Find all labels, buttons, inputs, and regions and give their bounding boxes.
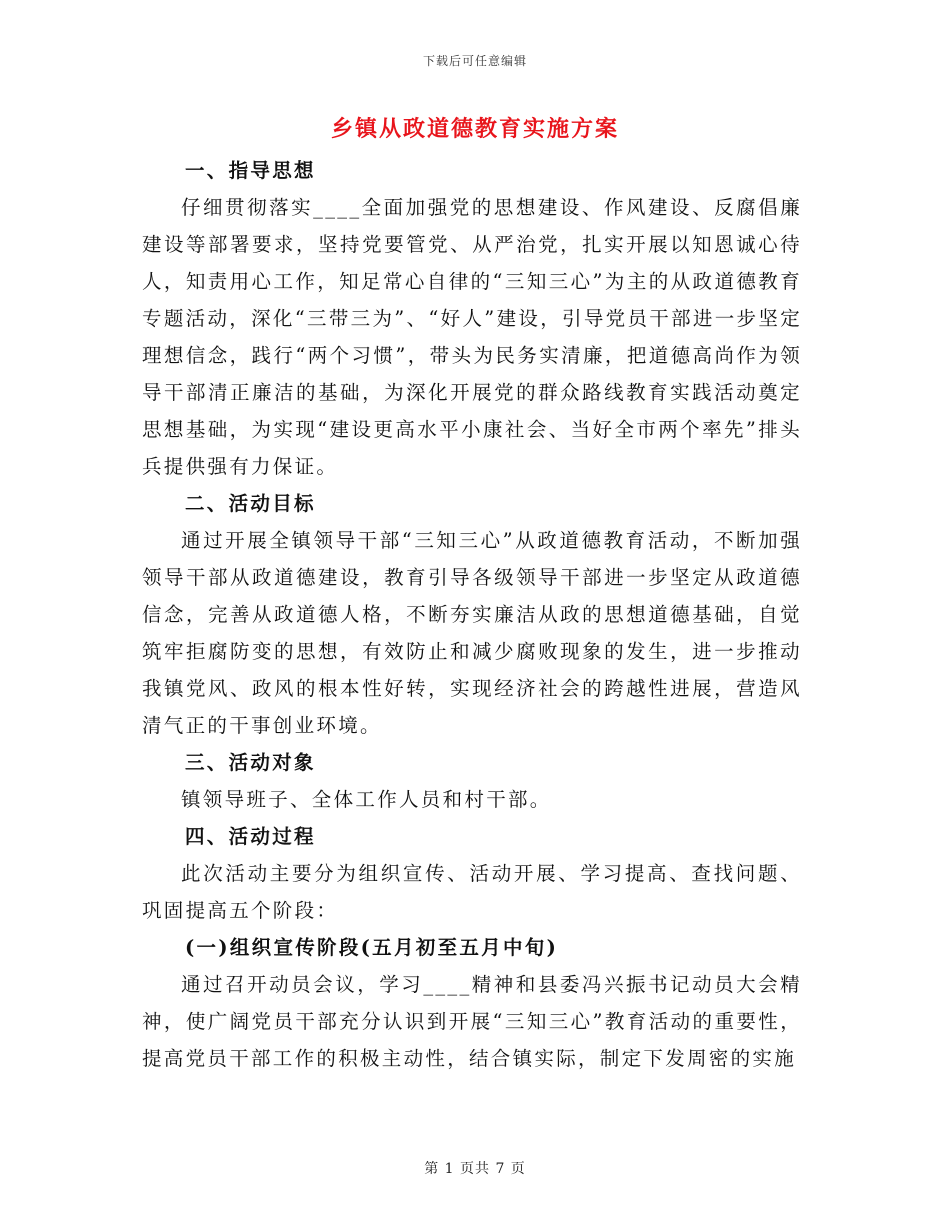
subsection-heading-publicity-stage: (一)组织宣传阶段(五月初至五月中旬) — [185, 936, 559, 959]
document-body — [142, 152, 802, 1077]
header-note: 下载后可任意编辑 — [422, 54, 527, 68]
section-heading-guiding-ideology: 一、指导思想 — [185, 159, 316, 182]
section-paragraph-activity-process: 此次活动主要分为组织宣传、活动开展、学习提高、查找问题、巩固提高五个阶段： — [142, 862, 802, 922]
page-number: 第 1 页共 7 页 — [424, 1161, 526, 1177]
section-paragraph-activity-targets: 镇领导班子、全体工作人员和村干部。 — [181, 788, 552, 811]
section-heading-activity-targets: 三、活动对象 — [185, 751, 316, 774]
document-title: 乡镇从政道德教育实施方案 — [330, 116, 619, 142]
section-paragraph-guiding-ideology: 仔细贯彻落实____全面加强党的思想建设、作风建设、反腐倡廉建设等部署要求，坚持党要管党、从严治党，扎实开展以知恩诚心待人，知责用心工作，知足常心自律的“三知三心”为主的从政道德教育专题活动，深化“三带三为”、“好人”建设，引导党员干部进一步坚定理想信念，践行“两个习惯”，带头为民务实清廉，把道德高尚作为领导干部清正廉洁的基础，为深化开展党的群众路线教育实践活动奠定思想基础，为实现“建设更高水平小康社会、当好全市两个率先”排头兵提供强有力保证。 — [142, 196, 802, 478]
section-heading-activity-process: 四、活动过程 — [185, 825, 316, 848]
section-paragraph-activity-goals: 通过开展全镇领导干部“三知三心”从政道德教育活动，不断加强领导干部从政道德建设，教育引导各级领导干部进一步坚定从政道德信念，完善从政道德人格，不断夯实廉洁从政的思想道德基础，自觉筑牢拒腐防变的思想，有效防止和减少腐败现象的发生，进一步推动我镇党风、政风的根本性好转，实现经济社会的跨越性进展，营造风清气正的干事创业环境。 — [142, 529, 802, 737]
section-heading-activity-goals: 二、活动目标 — [185, 492, 316, 515]
subsection-paragraph-publicity-stage: 通过召开动员会议，学习____精神和县委冯兴振书记动员大会精神，使广阔党员干部充分认识到开展“三知三心”教育活动的重要性，提高党员干部工作的积极主动性，结合镇实际，制定下发周密的实施 — [142, 973, 802, 1070]
